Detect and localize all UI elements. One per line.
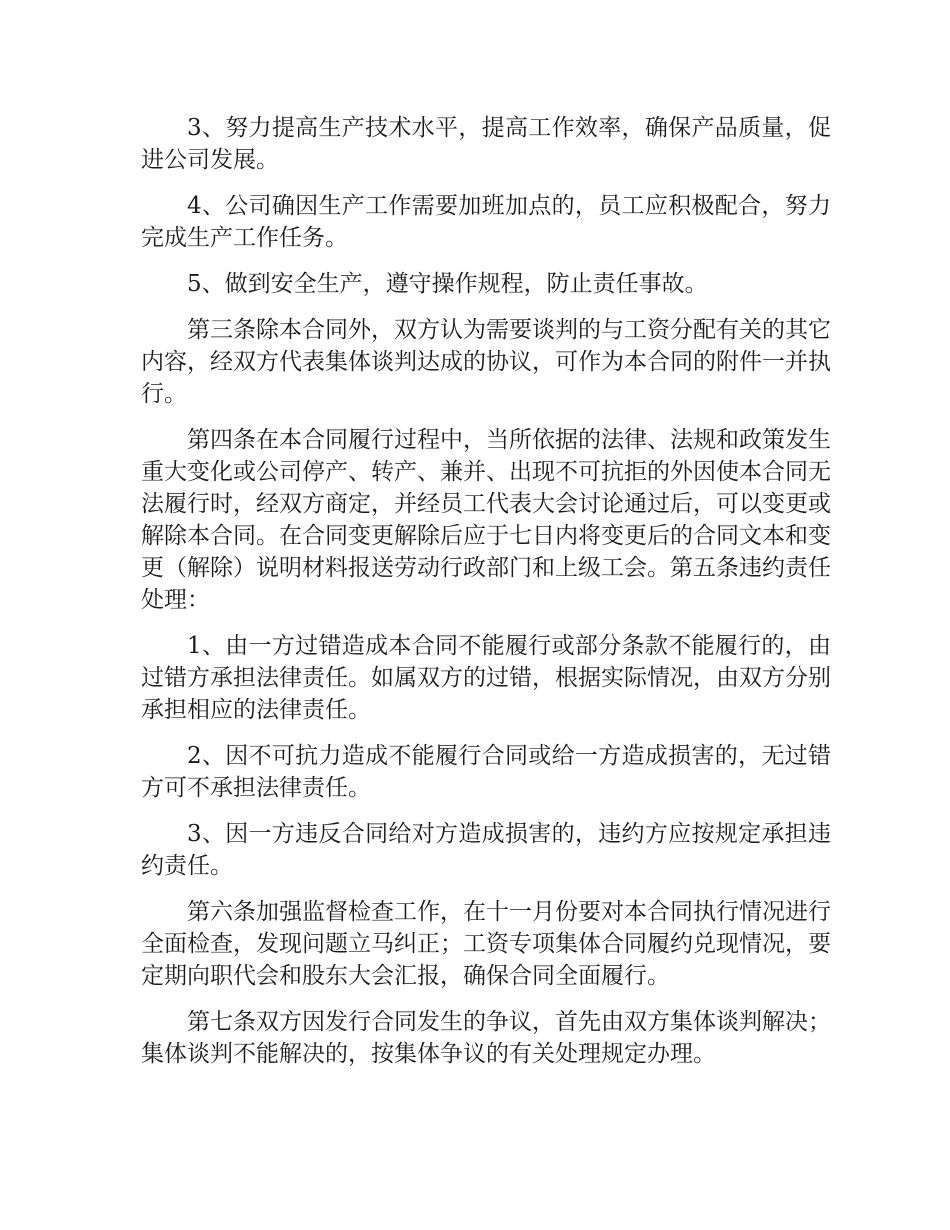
paragraph-item-5: 5、做到安全生产，遵守操作规程，防止责任事故。 bbox=[187, 271, 708, 297]
paragraph-article-7: 第七条双方因发行合同发生的争议，首先由双方集体谈判解决；集体谈判不能解决的，按集体争议的有关处理规定办理。 bbox=[141, 1009, 831, 1067]
paragraph-liability-3: 3、因一方违反合同给对方造成损害的，违约方应按规定承担违约责任。 bbox=[141, 821, 831, 879]
paragraph-article-6: 第六条加强监督检查工作，在十一月份要对本合同执行情况进行全面检查，发现问题立马纠正；工资专项集体合同履约兑现情况，要定期向职代会和股东大会汇报，确保合同全面履行。 bbox=[141, 899, 831, 989]
document-body bbox=[141, 112, 831, 1084]
paragraph-liability-1: 1、由一方过错造成本合同不能履行或部分条款不能履行的，由过错方承担法律责任。如属双方的过错，根据实际情况，由双方分别承担相应的法律责任。 bbox=[141, 633, 831, 723]
paragraph-article-4: 第四条在本合同履行过程中，当所依据的法律、法规和政策发生重大变化或公司停产、转产、兼并、出现不可抗拒的外因使本合同无法履行时，经双方商定，并经员工代表大会讨论通过后，可以变更或解除本合同。在合同变更解除后应于七日内将变更后的合同文本和变更（解除）说明材料报送劳动行政部门和上级工会。第五条违约责任处理： bbox=[141, 427, 831, 613]
paragraph-article-3: 第三条除本合同外，双方认为需要谈判的与工资分配有关的其它内容，经双方代表集体谈判达成的协议，可作为本合同的附件一并执行。 bbox=[141, 317, 831, 407]
paragraph-item-3: 3、努力提高生产技术水平，提高工作效率，确保产品质量，促进公司发展。 bbox=[141, 115, 831, 173]
paragraph-liability-2: 2、因不可抗力造成不能履行合同或给一方造成损害的，无过错方可不承担法律责任。 bbox=[141, 743, 831, 801]
paragraph-item-4: 4、公司确因生产工作需要加班加点的，员工应积极配合，努力完成生产工作任务。 bbox=[141, 193, 831, 251]
